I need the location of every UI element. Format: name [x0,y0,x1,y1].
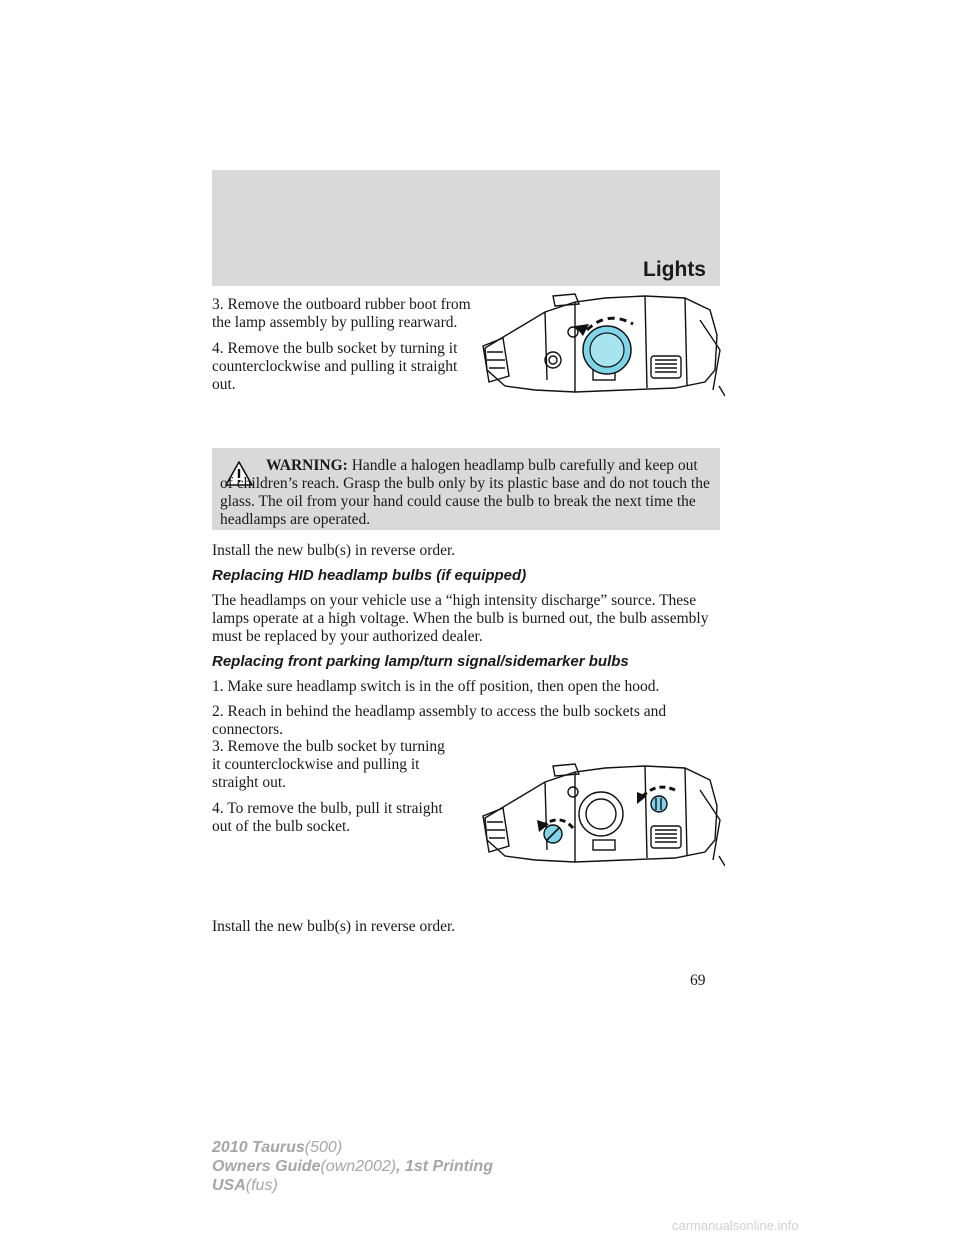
parking-step-1: 1. Make sure headlamp switch is in the off position, then open the hood. [212,678,660,695]
warning-text [220,457,714,529]
watermark-link[interactable]: carmanualsonline.info [672,1218,799,1233]
turn-socket-highlight [651,796,667,812]
install-note-2: Install the new bulb(s) in reverse order. [212,918,456,935]
warning-box [212,448,720,530]
warning-label: WARNING: [266,457,348,474]
parking-step-2: 2. Reach in behind the headlamp assembly to access the bulb sockets and connectors. [212,703,667,738]
footer-guide: Owners Guide [212,1158,321,1175]
footer-model: 2010 Taurus [212,1139,305,1156]
headlamp-assembly-illustration-1 [475,290,725,402]
parking-heading: Replacing front parking lamp/turn signal/sidemarker bulbs [212,653,629,670]
footer-guide-code: (own2002) [320,1158,397,1175]
step-3-remove-boot: 3. Remove the outboard rubber boot from the lamp assembly by pulling rearward. [212,296,471,331]
steps-top [212,296,482,394]
footer-model-code: (500) [304,1139,343,1156]
install-note-2-block [212,918,722,936]
page-number: 69 [690,972,706,989]
install-note-1: Install the new bulb(s) in reverse order. [212,542,456,559]
footer-market: USA [212,1177,246,1194]
warning-body: Handle a halogen headlamp bulb carefully and keep out of children’s reach. Grasp the bulb only by its plastic base and do not touch the glass. The oil from your hand could cause the bulb to break the next time the headlamps are operated. [220,457,710,528]
parking-step-4: 4. To remove the bulb, pull it straight out of the bulb socket. [212,800,443,835]
parking-step-3: 3. Remove the bulb socket by turning it counterclockwise and pulling it straight out. [212,738,445,791]
footer-printing: , 1st Printing [396,1158,493,1175]
main-content [212,542,722,739]
hid-text: The headlamps on your vehicle use a “high intensity discharge” source. These lamps operate at a high voltage. When the bulb is burned out, the bulb assembly must be replaced by your authorized dealer. [212,592,709,645]
section-header-tab [212,170,720,286]
hid-heading: Replacing HID headlamp bulbs (if equipped) [212,567,527,584]
headlamp-assembly-illustration-2 [475,762,725,870]
parking-steps-lower [212,738,452,836]
section-title: Lights [643,258,706,281]
step-4-remove-socket: 4. Remove the bulb socket by turning it counterclockwise and pulling it straight out. [212,340,458,393]
footer-market-code: (fus) [245,1177,278,1194]
document-footer [212,1138,493,1195]
